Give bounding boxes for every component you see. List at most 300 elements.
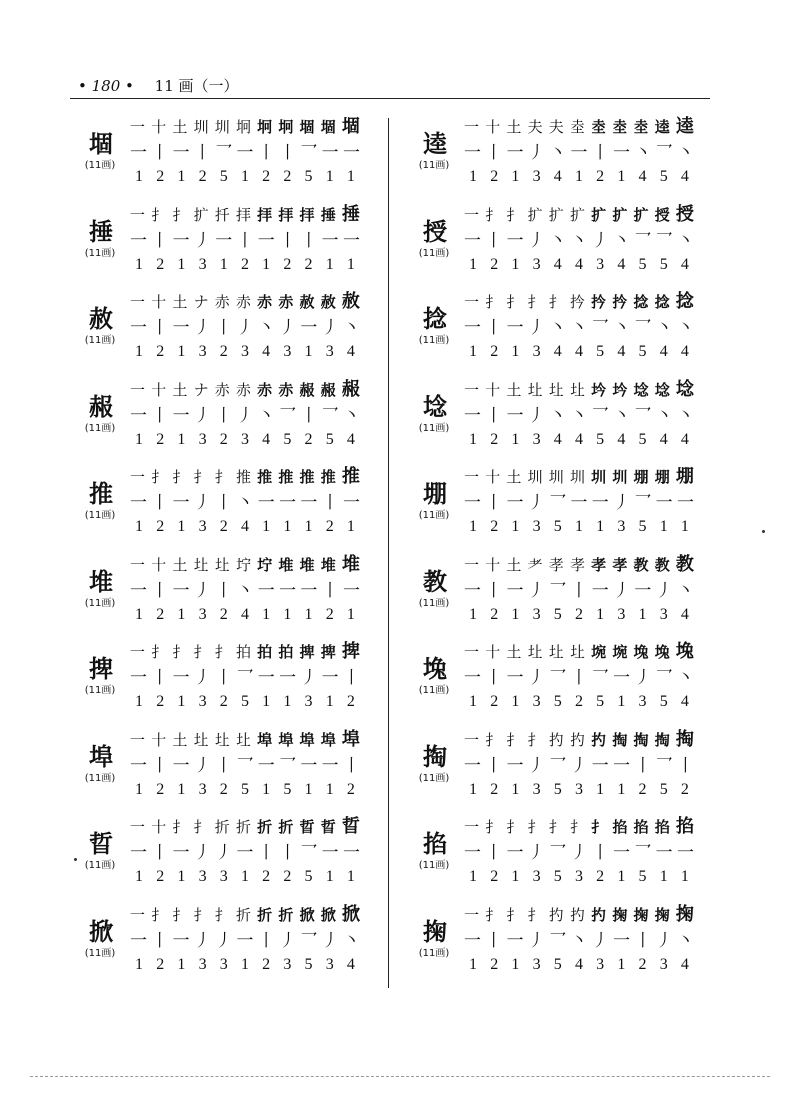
headword-character: 埝 — [423, 392, 447, 421]
stroke-progression-glyph: 拝 — [278, 205, 294, 224]
stroke-shape: 丿 — [655, 580, 673, 601]
stroke-progression-glyph: 扩 — [569, 205, 585, 224]
stroke-shape: 一 — [130, 843, 147, 863]
stroke-code: 3 — [659, 605, 668, 623]
stroke-shape: 一 — [172, 230, 190, 251]
stroke-progression-glyph: 扚 — [591, 730, 607, 749]
stroke-progression-glyph: 折 — [278, 905, 294, 924]
stroke-shape: 乛 — [215, 143, 233, 163]
stroke-progression-glyph: 扲 — [569, 293, 585, 311]
stroke-progression-glyph: 坅 — [591, 380, 607, 399]
stroke-progression-glyph: 赤 — [278, 293, 294, 311]
stroke-code: 1 — [596, 780, 605, 798]
stroke-progression-glyph: 扌 — [151, 643, 167, 661]
stroke-codes-row — [464, 780, 694, 800]
stroke-shape: 一 — [257, 580, 275, 601]
stroke-code: 2 — [198, 168, 207, 185]
stroke-code: 1 — [617, 168, 626, 185]
stroke-shape: 丨 — [279, 230, 297, 251]
stroke-codes-row — [464, 342, 694, 362]
stroke-shape: 一 — [506, 755, 524, 776]
headword-character: 赧 — [89, 392, 113, 421]
stroke-code: 1 — [617, 780, 626, 798]
stroke-shape: 一 — [279, 580, 297, 601]
stroke-code: 1 — [469, 255, 477, 273]
stroke-shape: 一 — [257, 668, 275, 688]
stroke-shape: 丨 — [215, 580, 233, 601]
stroke-shape: 丶 — [570, 230, 588, 251]
stroke-code: 1 — [680, 518, 689, 535]
stroke-progression-glyph: 堌 — [299, 118, 315, 136]
stroke-code: 1 — [135, 868, 143, 885]
stroke-code: 4 — [262, 343, 271, 360]
stroke-code: 5 — [638, 518, 647, 535]
stroke-progression-glyph: 扌 — [527, 905, 543, 924]
stroke-shape: 一 — [300, 580, 318, 601]
stroke-progression-row — [464, 204, 694, 226]
stroke-code: 1 — [617, 955, 626, 973]
stroke-shape: 丶 — [676, 230, 694, 251]
stroke-shape: 丨 — [257, 143, 275, 163]
stroke-code: 5 — [240, 693, 249, 710]
stroke-shape: 乛 — [591, 668, 609, 688]
stroke-code: 4 — [617, 255, 626, 273]
stroke-code: 1 — [304, 518, 313, 535]
stroke-count-tag: (11画) — [84, 685, 116, 696]
character-entry — [70, 112, 370, 200]
stroke-shape: 一 — [464, 668, 481, 688]
headword-character: 掏 — [423, 742, 447, 771]
stroke-progression-glyph: ナ — [193, 380, 209, 399]
stroke-codes-row — [130, 867, 360, 887]
header-rule — [70, 98, 710, 99]
stroke-progression-glyph: 一 — [130, 730, 146, 749]
stroke-progression-glyph: 掐 — [675, 816, 694, 837]
stroke-shape: 丨 — [485, 230, 503, 251]
stroke-code: 5 — [638, 255, 647, 273]
stroke-progression-glyph: 晢 — [320, 818, 336, 836]
stroke-codes-row — [130, 605, 360, 625]
stroke-shape: 丨 — [257, 930, 275, 951]
stroke-code: 1 — [177, 605, 186, 623]
stroke-progression-glyph: 土 — [506, 468, 522, 486]
headword-character: 赦 — [89, 305, 113, 333]
stroke-shape: 丶 — [676, 580, 694, 601]
stroke-progression-glyph: 扌 — [548, 293, 564, 311]
stroke-progression-glyph: 坴 — [569, 118, 585, 136]
stroke-codes-row — [464, 955, 694, 975]
stroke-code: 4 — [553, 168, 562, 185]
stroke-shape: 丶 — [613, 230, 631, 251]
stroke-code: 1 — [511, 693, 520, 710]
headword-character: 捶 — [89, 217, 113, 246]
stroke-progression-glyph: 赤 — [257, 380, 273, 399]
stroke-shape: 丨 — [215, 668, 233, 688]
stroke-shape: 丶 — [570, 405, 588, 426]
stroke-shape: 一 — [321, 230, 339, 251]
stroke-shape: 丶 — [676, 930, 694, 951]
stroke-shape: 一 — [570, 143, 588, 163]
stroke-shape: 一 — [506, 493, 524, 513]
stroke-shape: 乛 — [655, 668, 673, 688]
stroke-shape: 丨 — [321, 580, 339, 601]
stroke-progression-glyph: 圳 — [214, 118, 230, 136]
stroke-code: 1 — [617, 693, 626, 710]
stroke-progression-row — [130, 204, 360, 226]
stroke-code: 5 — [553, 780, 562, 798]
stroke-progression-glyph: 捭 — [320, 643, 336, 661]
stroke-progression-glyph: 一 — [130, 555, 146, 574]
stroke-shape: 一 — [300, 755, 318, 776]
stroke-progression-glyph: 掐 — [612, 818, 628, 836]
stroke-code: 3 — [198, 605, 207, 623]
stroke-progression-glyph: 一 — [464, 118, 480, 136]
stroke-progression-glyph: 掀 — [320, 905, 336, 924]
stroke-shape: 丿 — [613, 493, 631, 513]
stroke-progression-row — [464, 554, 694, 576]
stroke-shape: 一 — [570, 493, 588, 513]
stroke-code: 2 — [156, 430, 165, 448]
stroke-progression-row — [130, 466, 360, 488]
stroke-shapes-row — [130, 230, 360, 252]
stroke-shapes-row — [130, 930, 360, 952]
stroke-shape: 一 — [676, 493, 694, 513]
stroke-code: 2 — [156, 343, 165, 360]
stroke-progression-glyph: 坴 — [612, 118, 628, 136]
character-entry — [70, 900, 370, 988]
stroke-progression-glyph: 拍 — [235, 643, 251, 661]
stroke-code: 4 — [346, 430, 355, 448]
stroke-shape: 丨 — [151, 405, 169, 426]
stroke-code: 2 — [680, 780, 689, 798]
stroke-code: 2 — [156, 693, 165, 710]
stroke-progression-glyph: 掏 — [654, 730, 670, 749]
stroke-progression-glyph: 土 — [172, 555, 188, 574]
stroke-code: 2 — [240, 255, 249, 273]
stroke-code: 1 — [135, 430, 143, 448]
stroke-code: 4 — [680, 430, 689, 448]
stroke-progression-glyph: 扌 — [527, 818, 543, 836]
stroke-shape: 丿 — [527, 318, 545, 338]
stroke-code: 3 — [659, 955, 668, 973]
stroke-code: 2 — [325, 605, 334, 623]
stroke-progression-glyph: 圳 — [612, 468, 628, 486]
stroke-code: 1 — [177, 343, 186, 360]
stroke-shape: 一 — [236, 143, 254, 163]
stroke-shape: 乛 — [655, 755, 673, 776]
stroke-progression-glyph: 十 — [485, 643, 501, 661]
stroke-code: 1 — [325, 693, 334, 710]
stroke-code: 1 — [680, 868, 689, 885]
stroke-code: 2 — [219, 430, 228, 448]
stroke-shapes-row — [464, 405, 694, 427]
stroke-progression-glyph: 折 — [214, 818, 230, 836]
stroke-code: 1 — [511, 430, 520, 448]
stroke-shape: 丿 — [527, 230, 545, 251]
stroke-progression-glyph: 扌 — [193, 818, 209, 836]
stroke-shape: 丨 — [236, 230, 254, 251]
stroke-code: 4 — [680, 605, 689, 623]
stroke-shape: 丨 — [279, 143, 297, 163]
stroke-code: 3 — [532, 605, 541, 623]
stroke-count-tag: (11画) — [418, 860, 450, 871]
stroke-progression-glyph: 土 — [506, 380, 522, 399]
stroke-progression-glyph: 扩 — [548, 205, 564, 224]
stroke-progression-glyph: 折 — [257, 905, 273, 924]
stroke-shape: 乛 — [549, 755, 567, 776]
stroke-shape: 一 — [342, 143, 360, 163]
left-column — [70, 112, 370, 987]
stroke-progression-glyph: 埝 — [675, 378, 694, 400]
stroke-code: 1 — [135, 605, 143, 623]
stroke-code: 2 — [219, 343, 228, 360]
stroke-shape: 一 — [464, 580, 481, 601]
stroke-progression-glyph: 圵 — [527, 380, 543, 399]
stroke-progression-glyph: 折 — [278, 818, 294, 836]
stroke-shape: 丿 — [591, 930, 609, 951]
stroke-count-tag: (11画) — [418, 247, 450, 259]
stroke-shapes-row — [130, 142, 360, 164]
stroke-shape: 丨 — [570, 580, 588, 601]
stroke-shape: 丿 — [279, 930, 297, 951]
stroke-progression-glyph: 埝 — [654, 380, 670, 399]
stroke-code: 4 — [617, 343, 626, 360]
stroke-progression-glyph: 赤 — [278, 380, 294, 399]
stroke-code: 4 — [574, 255, 583, 273]
stroke-progression-glyph: 一 — [130, 293, 146, 311]
stroke-code: 1 — [135, 955, 143, 973]
stroke-progression-glyph: 圵 — [548, 380, 564, 399]
stroke-progression-glyph: 扌 — [485, 293, 501, 311]
stroke-shape: 丨 — [300, 405, 318, 426]
stroke-code: 4 — [553, 255, 562, 273]
stroke-shape: 一 — [464, 318, 481, 338]
stroke-shape: 丿 — [527, 493, 545, 513]
stroke-progression-glyph: 晢 — [341, 816, 360, 837]
stroke-shape: 一 — [342, 230, 360, 251]
stroke-shape: 丶 — [236, 580, 254, 601]
stroke-count-tag: (11画) — [418, 947, 450, 959]
stroke-code: 3 — [198, 255, 207, 273]
headword-character: 掬 — [423, 917, 447, 946]
stroke-code: 3 — [638, 693, 647, 710]
stroke-shape: 丿 — [193, 930, 211, 951]
stroke-shape: 一 — [464, 230, 481, 251]
stroke-code: 1 — [177, 430, 186, 448]
stroke-code: 1 — [574, 518, 583, 535]
stroke-progression-row — [130, 641, 360, 663]
stroke-shape: 丨 — [570, 668, 588, 688]
stroke-code: 2 — [219, 780, 228, 798]
stroke-progression-glyph: 圵 — [235, 730, 251, 749]
stroke-progression-glyph: 圵 — [193, 555, 209, 574]
stroke-progression-glyph: 折 — [235, 818, 251, 836]
character-entry — [404, 725, 704, 813]
character-entry — [404, 550, 704, 638]
stroke-code: 3 — [532, 955, 541, 973]
stroke-progression-glyph: 一 — [464, 293, 480, 311]
column-divider — [388, 118, 389, 988]
stroke-shape: 一 — [172, 930, 190, 951]
stroke-code: 1 — [469, 605, 477, 623]
stroke-shape: 丿 — [527, 143, 545, 163]
stroke-codes-row — [130, 780, 360, 800]
stroke-shape: 一 — [130, 493, 147, 513]
stroke-code: 1 — [262, 518, 271, 535]
right-column — [404, 112, 704, 987]
stroke-code: 1 — [511, 255, 520, 273]
stroke-shape: 一 — [506, 843, 524, 863]
stroke-shape: 丶 — [342, 930, 360, 951]
stroke-progression-glyph: 土 — [506, 118, 522, 136]
stroke-progression-glyph: 赧 — [320, 380, 336, 399]
headword-character: 授 — [423, 217, 447, 246]
stroke-code: 1 — [596, 518, 605, 535]
stroke-progression-glyph: 堆 — [278, 555, 294, 574]
stroke-shape: 丨 — [215, 318, 233, 338]
stroke-shape: 丨 — [279, 843, 297, 863]
stroke-progression-glyph: 扌 — [506, 205, 522, 224]
stroke-shape: 丿 — [570, 755, 588, 776]
character-entry — [70, 550, 370, 638]
character-entry — [404, 462, 704, 550]
stroke-progression-glyph: 扌 — [172, 905, 188, 924]
stroke-progression-glyph: 圵 — [548, 643, 564, 661]
stroke-code: 1 — [135, 343, 143, 360]
stroke-code: 4 — [680, 343, 689, 360]
stroke-progression-glyph: 扚 — [591, 905, 607, 924]
stroke-progression-glyph: 一 — [464, 818, 480, 836]
stroke-progression-glyph: 捭 — [341, 641, 360, 662]
stroke-progression-glyph: 推 — [320, 468, 336, 486]
stroke-code: 5 — [596, 430, 605, 448]
stroke-progression-glyph: 圵 — [214, 730, 230, 749]
stroke-progression-row — [130, 554, 360, 576]
stroke-progression-row — [130, 379, 360, 401]
stroke-progression-glyph: 拍 — [257, 643, 273, 661]
stroke-progression-glyph: 扩 — [527, 205, 543, 224]
stroke-progression-glyph: 扌 — [172, 468, 188, 486]
stroke-shape: 一 — [172, 318, 190, 338]
stroke-code: 2 — [490, 693, 499, 710]
headword-character: 教 — [423, 567, 447, 596]
stroke-shape: 乛 — [549, 493, 567, 513]
stroke-code: 3 — [574, 868, 583, 885]
stroke-progression-glyph: 堋 — [654, 468, 670, 486]
stroke-code: 1 — [469, 518, 477, 535]
stroke-code: 1 — [325, 255, 334, 273]
stroke-shape: 乛 — [300, 930, 318, 951]
stroke-code: 4 — [659, 343, 668, 360]
stroke-code: 1 — [177, 868, 186, 885]
stroke-shape: 丨 — [151, 930, 169, 951]
stroke-code: 1 — [262, 255, 271, 273]
stroke-progression-glyph: 一 — [464, 205, 480, 224]
stroke-progression-glyph: 十 — [485, 555, 501, 574]
stroke-code: 4 — [617, 430, 626, 448]
stroke-shape: 一 — [591, 755, 609, 776]
stroke-progression-glyph: 掬 — [612, 905, 628, 924]
stroke-code: 5 — [638, 868, 647, 885]
stroke-code: 1 — [304, 780, 313, 798]
stroke-code: 5 — [219, 168, 228, 185]
stroke-code: 2 — [219, 518, 228, 535]
stroke-progression-glyph: 土 — [506, 643, 522, 661]
stroke-progression-glyph: 扚 — [548, 730, 564, 749]
stroke-shape: 乛 — [549, 668, 567, 688]
stroke-code: 2 — [490, 430, 499, 448]
stroke-progression-glyph: 扌 — [527, 293, 543, 311]
stroke-count-tag: (11画) — [418, 422, 450, 434]
stroke-code: 3 — [532, 868, 541, 885]
stroke-shapes-row — [130, 492, 360, 514]
stroke-progression-glyph: 授 — [675, 203, 694, 225]
stroke-progression-glyph: 扌 — [485, 730, 501, 749]
stroke-code: 1 — [469, 693, 477, 710]
stroke-progression-row — [464, 816, 694, 838]
stroke-shape: 乛 — [549, 930, 567, 951]
stroke-code: 1 — [177, 255, 186, 273]
stroke-code: 3 — [532, 780, 541, 798]
stroke-progression-glyph: 埠 — [299, 730, 315, 749]
stroke-progression-glyph: 扌 — [506, 905, 522, 924]
stroke-progression-glyph: 一 — [130, 905, 146, 924]
character-entry — [404, 812, 704, 900]
stroke-code: 2 — [490, 518, 499, 535]
stroke-progression-glyph: 堆 — [299, 555, 315, 574]
stroke-shapes-row — [464, 317, 694, 339]
stroke-count-tag: (11画) — [84, 947, 116, 959]
stroke-progression-glyph: 埠 — [257, 730, 273, 749]
stroke-shape: 丨 — [485, 318, 503, 338]
stroke-code: 1 — [511, 343, 520, 360]
stroke-shape: 丿 — [193, 668, 211, 688]
stroke-progression-glyph: 赤 — [235, 293, 251, 311]
headword-character: 堍 — [423, 655, 447, 683]
stroke-progression-glyph: 一 — [464, 730, 480, 749]
stroke-progression-glyph: 扌 — [527, 730, 543, 749]
stroke-shape: 乛 — [236, 668, 254, 688]
stroke-progression-glyph: 坴 — [591, 118, 607, 136]
stroke-progression-glyph: 捶 — [341, 203, 360, 225]
stroke-codes-row — [464, 867, 694, 887]
stroke-code: 3 — [532, 255, 541, 273]
stroke-progression-glyph: 扲 — [591, 293, 607, 311]
stroke-progression-glyph: 圳 — [548, 468, 564, 486]
stroke-code: 3 — [219, 955, 228, 973]
stroke-shape: 丿 — [193, 493, 211, 513]
stroke-codes-row — [130, 517, 360, 537]
stroke-shape: 丿 — [215, 843, 233, 863]
stroke-shape: 一 — [130, 580, 147, 601]
stroke-code: 5 — [596, 693, 605, 710]
stroke-progression-glyph: 教 — [654, 555, 670, 574]
stroke-progression-glyph: 堋 — [633, 468, 649, 486]
stroke-code: 5 — [553, 868, 562, 885]
headword-character: 逵 — [423, 130, 447, 158]
stroke-code: 1 — [177, 955, 186, 973]
stroke-code: 4 — [638, 168, 647, 185]
stroke-shape: 丿 — [527, 843, 545, 863]
stroke-code: 5 — [553, 518, 562, 535]
stroke-shape: 一 — [634, 580, 652, 601]
stroke-shape: 丶 — [676, 318, 694, 338]
stroke-progression-glyph: 埦 — [612, 643, 628, 661]
stroke-progression-glyph: 孝 — [612, 555, 628, 574]
character-entry — [70, 637, 370, 725]
stroke-shape: 一 — [506, 930, 524, 951]
stroke-progression-glyph: 扌 — [193, 468, 209, 486]
